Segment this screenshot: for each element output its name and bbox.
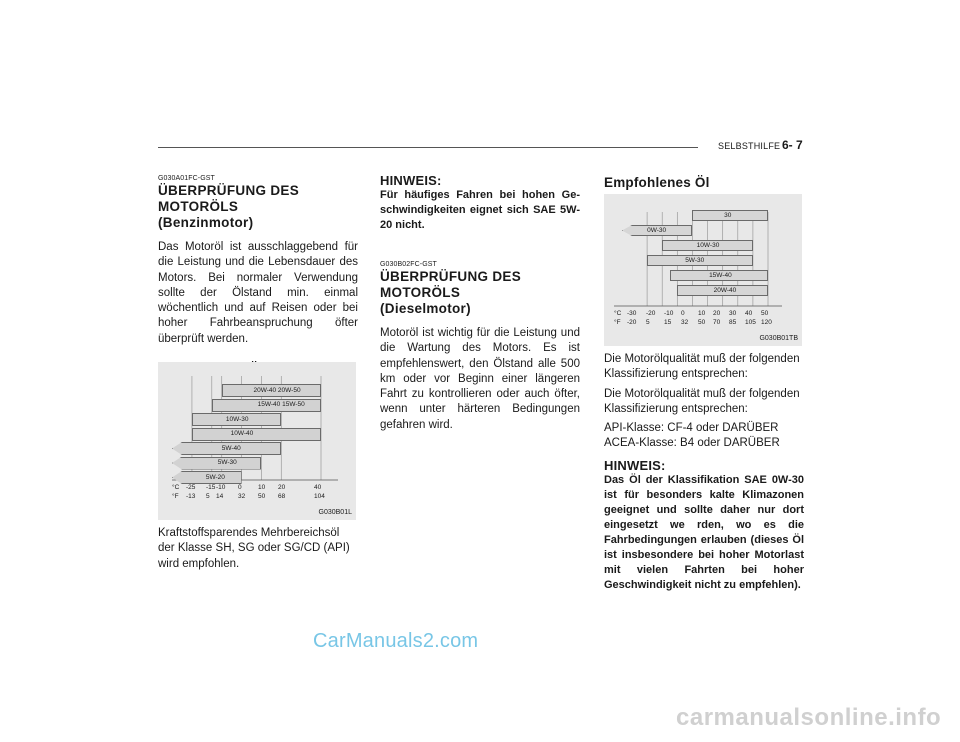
tick-label-f: 5 — [646, 319, 650, 326]
tick-label-f: 15 — [664, 319, 672, 326]
section-title: ÜBERPRÜFUNG DES MOTORÖLS (Benzinmotor) — [158, 183, 300, 230]
tick-label-c: 10 — [258, 484, 266, 491]
tick-label-f: 14 — [216, 493, 224, 500]
oil-grade-label: 5W-20 — [205, 473, 225, 481]
column-2 — [380, 173, 580, 437]
oil-grade-label: 20W-40 20W-50 — [253, 386, 301, 394]
oil-chart-gasoline — [158, 362, 356, 520]
header-section: SELBSTHILFE — [718, 141, 781, 151]
tick-label-f: 120 — [761, 319, 772, 326]
tick-label-f: 32 — [238, 493, 246, 500]
tick-label-c: 40 — [745, 310, 753, 317]
oil-grade-label: 10W-40 — [230, 430, 254, 437]
section-code: G030B02FC-GST — [380, 261, 437, 268]
tick-label-c: -10 — [664, 310, 674, 317]
caption-1-wrap — [158, 526, 358, 576]
tick-label-c: 40 — [314, 484, 322, 491]
tick-label-f: 50 — [258, 493, 266, 500]
page-number: 6- 7 — [782, 138, 803, 152]
tick-label-f: 5 — [206, 493, 210, 500]
section-title: ÜBERPRÜFUNG DES MOTORÖLS (Dieselmotor) — [380, 269, 522, 316]
tick-label-f: 68 — [278, 493, 286, 500]
tick-label-f: 104 — [314, 493, 325, 500]
tick-label-c: 50 — [761, 310, 769, 317]
tick-label-f: 85 — [729, 319, 737, 326]
oil-grade-label: 10W-30 — [225, 415, 249, 423]
oil-chart-diesel — [604, 194, 802, 346]
oil-grade-bar — [192, 428, 321, 441]
tick-label-f: 105 — [745, 319, 756, 326]
watermark-carmanualsonline: carmanualsonline.info — [676, 704, 942, 731]
tick-label-c: 30 — [729, 310, 737, 317]
section-code: G030A01FC-GST — [158, 175, 215, 182]
tick-label-f: -13 — [186, 493, 196, 500]
oil-grade-label: 30 — [724, 211, 732, 219]
note-heading: HINWEIS: — [380, 173, 442, 188]
tick-label-c: -25 — [186, 484, 196, 491]
tick-label-c: -20 — [646, 310, 656, 317]
oil-grade-bar — [172, 457, 261, 470]
tick-label-c: -15 — [206, 484, 216, 491]
figure-code: G030B01TB — [759, 335, 798, 342]
section-body: Motoröl ist wichtig für die Leistung und die Wartung des Motors. Es ist empfehlenswert, den Ölstand alle 500 km oder vor Beginn einer längeren Fahrt zu kontrollieren oder auch öfter, wenn unter härteren Bedingungen gefahren wird. — [380, 327, 580, 431]
para-acea: ACEA-Klasse: B4 oder DARÜBER — [604, 437, 780, 450]
note-heading: HINWEIS: — [604, 457, 666, 473]
para-api: API-Klasse: CF-4 oder DARÜBER — [604, 422, 779, 435]
oil-grade-label: 20W-40 — [713, 286, 737, 294]
oil-grade-label: 15W-40 15W-50 — [257, 401, 305, 408]
tick-label-c: -30 — [627, 310, 637, 317]
column-1 — [158, 175, 358, 384]
tick-label-c: 0 — [681, 310, 685, 317]
tick-label-f: -20 — [627, 319, 637, 326]
oil-grade-label: 15W-40 — [709, 271, 732, 279]
tick-label-c: 20 — [713, 310, 721, 317]
figure-code: G030B01L — [318, 509, 352, 516]
tick-label-f: 70 — [713, 319, 721, 326]
note-body: Das Öl der Klassifikation SAE 0W-30 ist für besonders kalte Klimazonen geeignet und sollte daher nur dort eingesetzt we rden, wo es die Fahrbedingungen erlauben (dieses Öl ist insbesondere bei hoher Motorlast mit vielen Fahrten bei hoher Geschwindigkeit nicht zu empfehlen). — [604, 473, 804, 591]
figure-caption: Kraftstoffsparendes Mehrbereichsöl der Klasse SH, SG oder SG/CD (API) wird empfohlen. — [158, 527, 350, 570]
subheading: Empfohlenes Öl — [604, 175, 710, 190]
header-rule — [158, 147, 698, 148]
oil-grade-label: 5W-30 — [217, 459, 237, 466]
tick-label-f: 50 — [698, 319, 706, 326]
unit-label: °C — [614, 310, 622, 317]
tick-label-c: -10 — [216, 484, 226, 491]
column-3 — [604, 352, 804, 593]
para-2: Die Motorölqualität muß der folgenden Klassifizierung entsprechen: — [604, 387, 800, 415]
oil-grade-label: 0W-30 — [647, 226, 667, 234]
unit-label: °F — [172, 493, 179, 500]
unit-label: °F — [614, 319, 621, 326]
tick-label-c: 20 — [278, 484, 286, 491]
note-body: Für häufiges Fahren bei hohen Ge-schwindigkeiten eignet sich SAE 5W-20 nicht. — [380, 189, 580, 231]
oil-grade-label: 5W-40 — [221, 444, 241, 452]
tick-label-c: 0 — [238, 484, 242, 491]
section-body: Das Motoröl ist ausschlaggebend für die Leistung und die Lebensdauer des Motors. Bei normaler Verwendung sollte der Ölstand min. einmal wöchentlich und auf Reisen oder bei hoher Fahrbeanspruchung öfter überprüft werden. — [158, 241, 358, 345]
oil-grade-label: 10W-30 — [696, 241, 720, 249]
oil-grade-label: 5W-30 — [685, 256, 705, 264]
para-1: Die Motorölqualität muß der folgenden Klassifizierung entsprechen: — [604, 353, 800, 381]
tick-label-c: 10 — [698, 310, 706, 317]
watermark-carmanuals2: CarManuals2.com — [313, 630, 479, 652]
tick-label-f: 32 — [681, 319, 689, 326]
unit-label: °C — [172, 484, 180, 491]
